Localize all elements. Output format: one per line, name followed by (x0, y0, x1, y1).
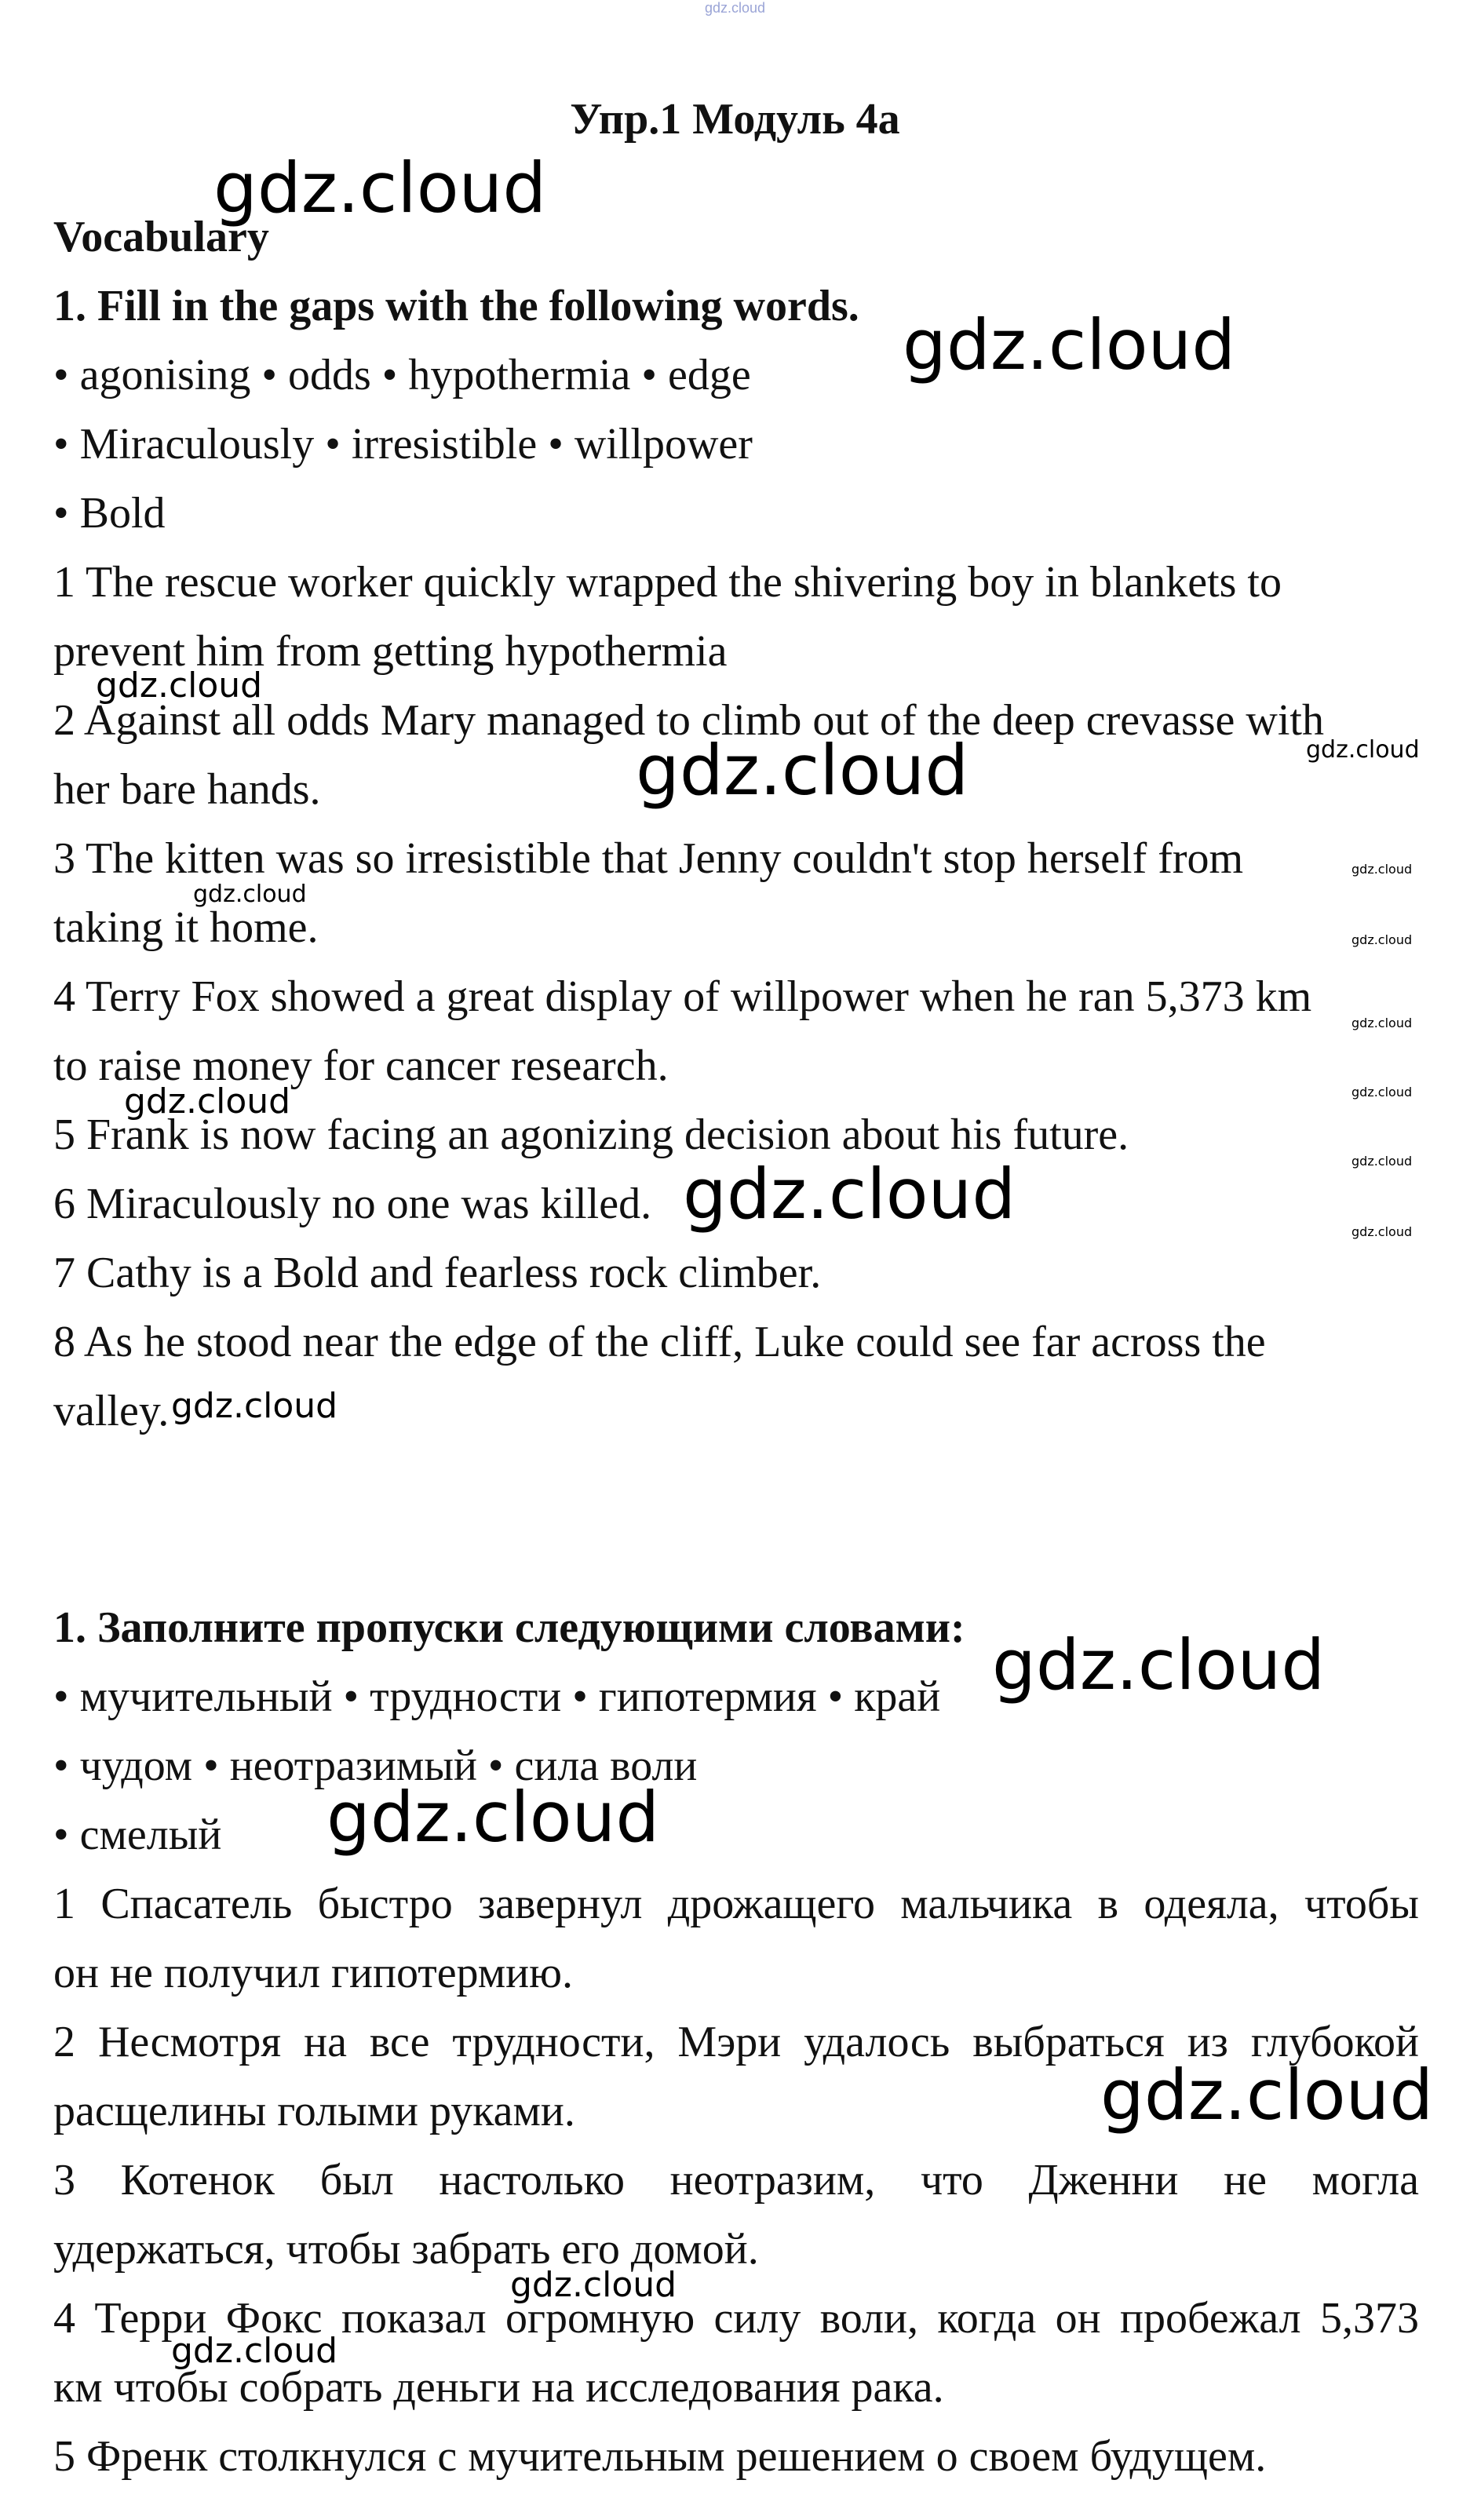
watermark: gdz.cloud (683, 1154, 1016, 1234)
watermark: gdz.cloud (903, 305, 1236, 385)
watermark: gdz.cloud (171, 2331, 338, 2371)
sentence-line: 2 Against all odds Mary managed to climb out of the deep crevasse with (53, 696, 1324, 745)
sentence-line: удержаться, чтобы забрать его домой. (53, 2225, 759, 2274)
watermark: gdz.cloud (1351, 862, 1413, 877)
sentence-line: 5 Френк столкнулся с мучительным решением о своем будущем. (53, 2432, 1267, 2481)
watermark: gdz.cloud (1351, 1085, 1413, 1100)
sentence-line: 4 Terry Fox showed a great display of willpower when he ran 5,373 km (53, 972, 1312, 1021)
word-line: • agonising • odds • hypothermia • edge (53, 351, 751, 399)
sentence-line: 3 Котенок был настолько неотразим, что Дженни не могла (53, 2156, 1419, 2205)
sentence-line: valley. (53, 1387, 170, 1435)
sentence-line: 1 Спасатель быстро завернул дрожащего мальчика в одеяла, чтобы (53, 1880, 1419, 1928)
section-heading: Vocabulary (53, 213, 269, 261)
word-line: • Bold (53, 489, 166, 538)
watermark: gdz.cloud (1351, 1016, 1413, 1030)
sentence-line: 8 As he stood near the edge of the cliff, Luke could see far across the (53, 1318, 1266, 1366)
watermark: gdz.cloud (1351, 1224, 1413, 1239)
watermark: gdz.cloud (213, 148, 547, 228)
watermark: gdz.cloud (124, 1081, 291, 1121)
watermark: gdz.cloud (96, 666, 263, 706)
watermark: gdz.cloud (510, 2265, 677, 2305)
watermark: gdz.cloud (1351, 932, 1413, 947)
sentence-line: 6 Miraculously no one was killed. (53, 1180, 652, 1228)
sentence-line: taking it home. (53, 903, 319, 952)
site-mark: gdz.cloud (704, 0, 766, 16)
word-line: • смелый (53, 1811, 222, 1859)
sentence-line: 5 Frank is now facing an agonizing decision about his future. (53, 1110, 1129, 1159)
sentence-line: расщелины голыми руками. (53, 2087, 575, 2135)
sentence-line: prevent him from getting hypothermia (53, 627, 728, 676)
word-line: • Miraculously • irresistible • willpower (53, 420, 753, 469)
watermark: gdz.cloud (1351, 1154, 1413, 1169)
sentence-line: 4 Терри Фокс показал огромную силу воли, когда он пробежал 5,373 (53, 2294, 1419, 2343)
watermark: gdz.cloud (1100, 2055, 1434, 2135)
watermark: gdz.cloud (193, 881, 307, 908)
watermark: gdz.cloud (1306, 736, 1420, 764)
sentence-line: 1 The rescue worker quickly wrapped the shivering boy in blankets to (53, 558, 1282, 607)
watermark: gdz.cloud (326, 1777, 660, 1858)
sentence-line: 3 The kitten was so irresistible that Jenny couldn't stop herself from (53, 834, 1244, 883)
page-title: Упр.1 Модуль 4а (570, 95, 900, 144)
english-section (53, 202, 1419, 1446)
sentence-line: her bare hands. (53, 765, 321, 814)
sentence-line: to raise money for cancer research. (53, 1041, 669, 1090)
task-heading: 1. Заполните пропуски следующими словами: (53, 1603, 965, 1652)
watermark: gdz.cloud (992, 1625, 1326, 1705)
sentence-line: он не получил гипотермию. (53, 1949, 573, 1997)
sentence-line: 2 Несмотря на все трудности, Мэри удалось выбраться из глубокой (53, 2018, 1419, 2066)
word-line: • чудом • неотразимый • сила воли (53, 1741, 698, 1790)
sentence-line: 7 Cathy is a Bold and fearless rock climber. (53, 1249, 822, 1297)
task-heading: 1. Fill in the gaps with the following words. (53, 282, 859, 330)
word-line: • мучительный • трудности • гипотермия • край (53, 1672, 941, 1721)
watermark: gdz.cloud (171, 1386, 338, 1426)
sentence-line: км чтобы собрать деньги на исследования рака. (53, 2363, 944, 2412)
watermark: gdz.cloud (636, 730, 969, 811)
